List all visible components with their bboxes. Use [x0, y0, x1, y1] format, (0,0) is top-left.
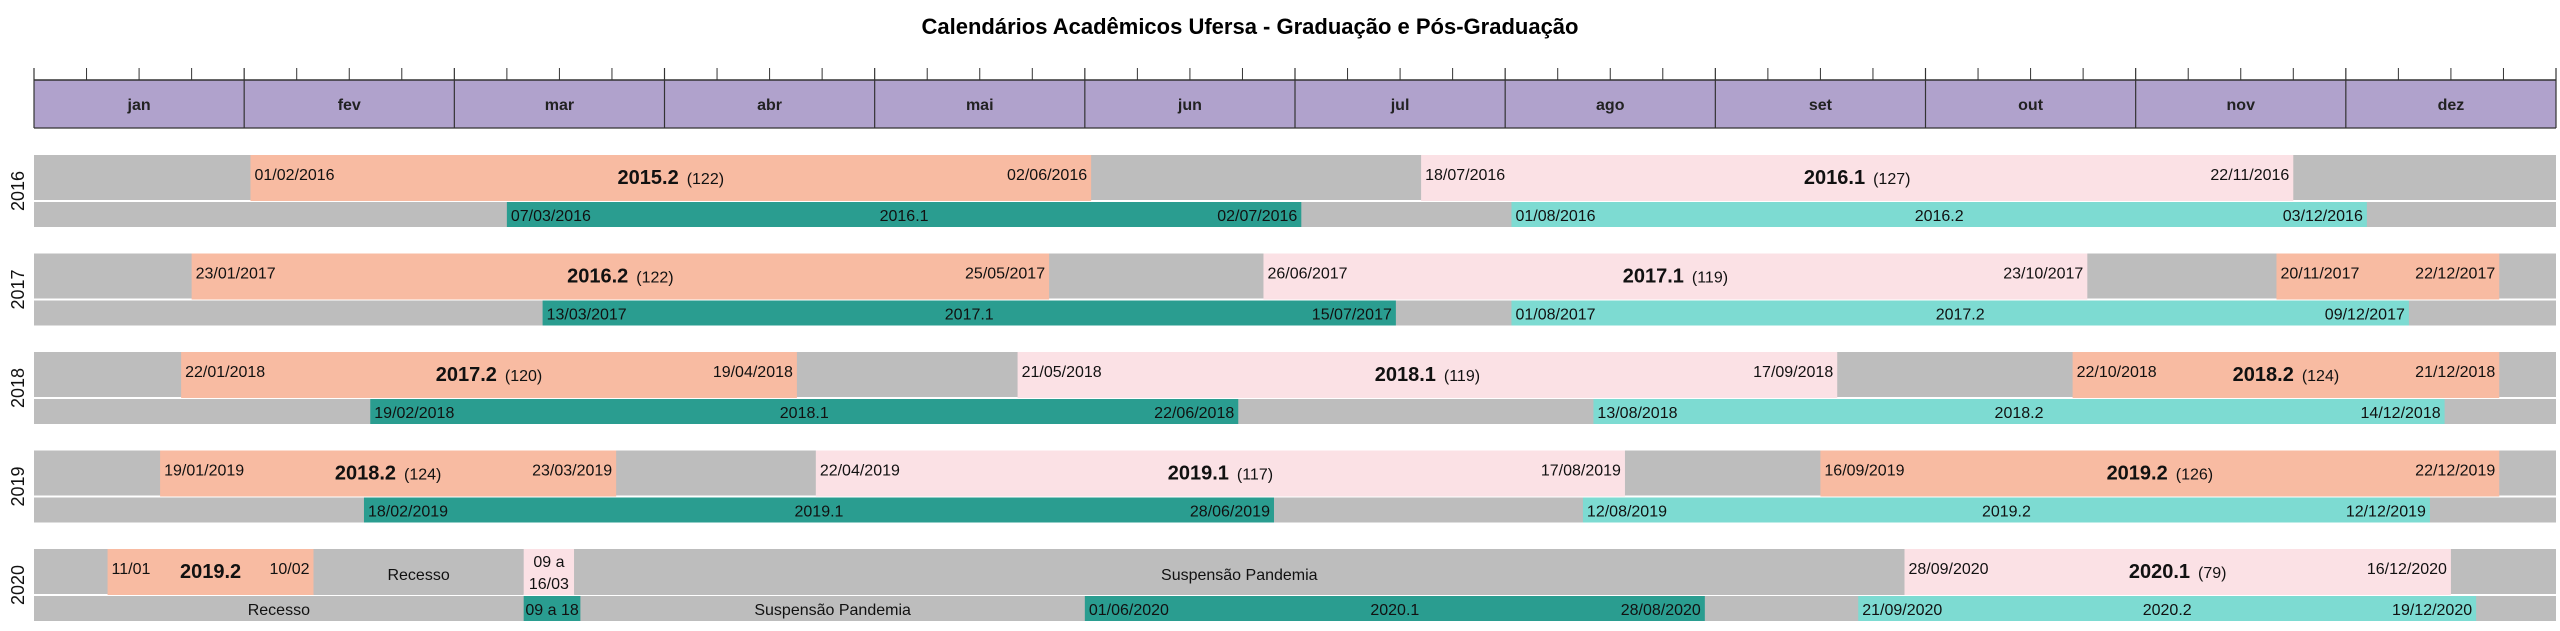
bar-start-date: 11/01: [111, 561, 151, 578]
semester-count: (79): [2198, 565, 2227, 582]
semester-count: (127): [1873, 171, 1911, 188]
bar-start-date: 01/08/2016: [1515, 208, 1596, 225]
bar-end-date: 21/12/2018: [2415, 364, 2496, 381]
bar-end-date: 17/08/2019: [1540, 462, 1621, 480]
bar-end-date: 23/03/2019: [532, 462, 613, 480]
bar-end-date: 15/07/2017: [1311, 306, 1392, 324]
semester-name: 2017.2: [435, 364, 497, 386]
bar-center-label: 09 a 18: [525, 602, 579, 619]
bar-center-label: 09 a: [533, 554, 565, 571]
year-label: 2020: [8, 564, 28, 606]
semester-label: [2129, 561, 2227, 583]
bar-end-date: 02/06/2016: [1007, 167, 1088, 184]
bar-center-label: Suspensão Pandemia: [754, 602, 911, 619]
bar-start-date: 22/04/2019: [819, 462, 900, 480]
bar-start-date: 19/02/2018: [374, 405, 455, 422]
semester-name: 2019.1: [794, 503, 844, 521]
semester-name: 2020.1: [1370, 602, 1420, 619]
month-label: fev: [337, 97, 361, 114]
bar-start-date: 19/01/2019: [164, 462, 245, 480]
month-label: nov: [2226, 97, 2255, 114]
semester-name: 2019.2: [179, 561, 242, 583]
semester-label: [1623, 266, 1728, 288]
month-label: ago: [1596, 97, 1625, 114]
bar-start-date: 18/02/2019: [367, 503, 449, 521]
month-label: jul: [1390, 97, 1410, 114]
semester-name: 2018.2: [1994, 405, 2044, 422]
semester-count: (117): [1236, 466, 1274, 484]
bar-start-date: 26/06/2017: [1267, 265, 1348, 283]
semester-name: 2019.2: [2106, 462, 2168, 485]
bar-start-date: 22/10/2018: [2076, 364, 2157, 381]
year-label: 2018: [8, 367, 28, 409]
semester-label: [436, 364, 543, 386]
bar-center-label: Recesso: [387, 567, 450, 584]
bar-end-date: 22/11/2016: [2210, 167, 2290, 184]
semester-name: 2018.1: [1374, 364, 1436, 386]
bar-start-date: 01/08/2017: [1515, 306, 1596, 324]
chart-title: Calendários Acadêmicos Ufersa - Graduação e Pós-Graduação: [921, 14, 1579, 39]
bar-start-date: 07/03/2016: [510, 208, 591, 225]
bar-start-date: 12/08/2019: [1586, 503, 1668, 521]
semester-name: 2017.1: [944, 306, 994, 324]
semester-name: 2019.1: [1167, 462, 1229, 485]
year-label: 2019: [8, 466, 28, 507]
bar-end-date: 22/12/2019: [2415, 462, 2496, 480]
year-label: 2017: [8, 269, 28, 310]
month-label: abr: [757, 97, 783, 114]
bar-start-date: 01/06/2020: [1088, 602, 1169, 619]
bar-start-date: 21/05/2018: [1021, 364, 1102, 381]
semester-name: 2018.2: [2232, 364, 2294, 386]
semester-label: [1804, 167, 1911, 189]
semester-count: (120): [504, 368, 543, 385]
bar-end-date: 22/12/2017: [2415, 265, 2496, 283]
semester-name: 2020.2: [2142, 602, 2192, 619]
bar-start-date: 21/09/2020: [1862, 602, 1943, 619]
bar-start-date: 28/09/2020: [1908, 561, 1989, 578]
bar-end-date: 23/10/2017: [2003, 265, 2084, 283]
semester-label: [1168, 463, 1273, 485]
year-row-2019: [8, 451, 2556, 523]
bar-start-date: 23/01/2017: [195, 265, 276, 283]
bar-start-date: 20/11/2017: [2280, 265, 2360, 283]
semester-name: 2017.2: [1935, 306, 1985, 324]
bar-end-date: 14/12/2018: [2360, 405, 2441, 422]
semester-label: [180, 561, 241, 583]
semester-name: 2016.2: [1914, 208, 1964, 225]
bar-center-label: 16/03: [528, 576, 569, 593]
semester-count: (124): [2301, 368, 2340, 385]
month-label: out: [2018, 97, 2044, 114]
month-label: set: [1808, 97, 1832, 114]
bar-end-date: 17/09/2018: [1753, 364, 1834, 381]
month-label: mai: [965, 97, 994, 114]
semester-name: 2020.1: [2128, 561, 2191, 583]
bar-end-date: 28/08/2020: [1620, 602, 1701, 619]
month-label: mar: [544, 97, 575, 114]
bar-end-date: 25/05/2017: [965, 265, 1046, 283]
semester-label: [618, 167, 725, 189]
bar-end-date: 16/12/2020: [2366, 561, 2447, 578]
bar-end-date: 22/06/2018: [1154, 405, 1235, 422]
semester-label: [335, 463, 442, 485]
year-row-2017: [8, 254, 2556, 326]
month-header: [34, 68, 2556, 128]
semester-name: 2015.2: [617, 167, 679, 189]
semester-label: [2233, 364, 2340, 386]
semester-name: 2016.1: [1803, 167, 1866, 189]
semester-label: [2107, 463, 2214, 485]
semester-count: (119): [1443, 368, 1481, 385]
bar-end-date: 19/04/2018: [712, 364, 793, 381]
bar-end-date: 19/12/2020: [2392, 602, 2473, 619]
year-row-2020: [8, 549, 2556, 621]
semester-name: 2019.2: [1981, 503, 2031, 521]
bar-start-date: 16/09/2019: [1824, 462, 1905, 480]
semester-name: 2018.2: [334, 462, 397, 485]
year-row-2018: [8, 352, 2556, 424]
semester-name: 2018.1: [779, 405, 829, 422]
bar-center-label: Suspensão Pandemia: [1161, 567, 1318, 584]
semester-count: (124): [404, 466, 442, 484]
bar-start-date: 13/03/2017: [546, 306, 627, 324]
semester-count: (122): [636, 269, 674, 287]
bar-end-date: 09/12/2017: [2324, 306, 2405, 324]
month-label: dez: [2437, 97, 2465, 114]
year-rows: [8, 155, 2556, 621]
semester-count: (119): [1691, 269, 1729, 287]
semester-label: [567, 266, 674, 288]
bar-end-date: 12/12/2019: [2345, 503, 2426, 521]
bar-end-date: 28/06/2019: [1189, 503, 1270, 521]
semester-count: (122): [686, 171, 725, 188]
semester-count: (126): [2175, 466, 2214, 484]
bar-start-date: 22/01/2018: [185, 364, 266, 381]
bar-end-date: 03/12/2016: [2282, 208, 2363, 225]
bar-start-date: 18/07/2016: [1425, 167, 1506, 184]
semester-name: 2016.2: [567, 265, 629, 288]
bar-end-date: 10/02: [269, 561, 310, 578]
semester-name: 2016.1: [879, 208, 929, 225]
bar-end-date: 02/07/2016: [1217, 208, 1298, 225]
semester-name: 2017.1: [1622, 265, 1684, 288]
bar-start-date: 01/02/2016: [254, 167, 335, 184]
bar-start-date: 13/08/2018: [1597, 405, 1678, 422]
year-label: 2016: [8, 170, 28, 212]
bar-center-label: Recesso: [247, 602, 310, 619]
month-label: jun: [1177, 97, 1202, 114]
month-label: jan: [127, 97, 151, 114]
semester-label: [1375, 364, 1480, 386]
year-row-2016: [8, 155, 2556, 227]
